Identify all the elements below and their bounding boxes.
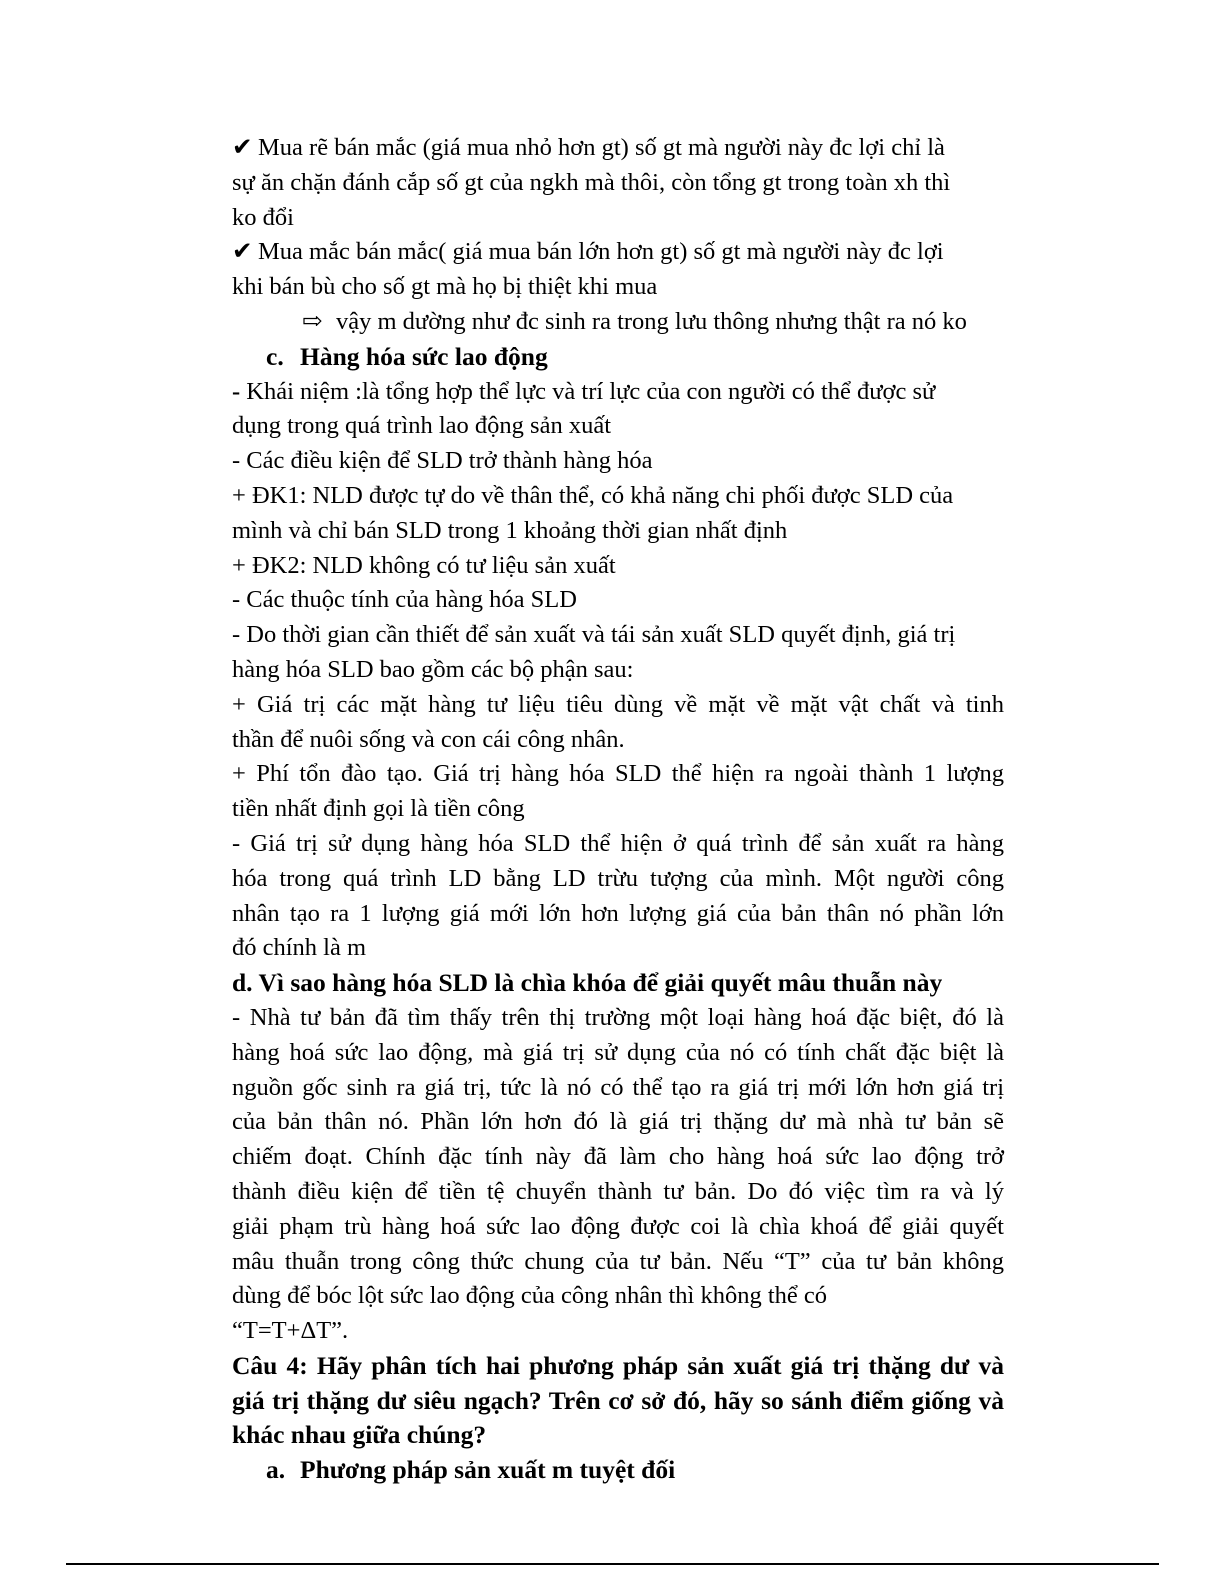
- question-heading: giá trị thặng dư siêu ngạch? Trên cơ sở đó, hãy so sánh điểm giống và: [232, 1385, 1004, 1415]
- conclusion-line: ⇨ vậy m dường như đc sinh ra trong lưu thông nhưng thật ra nó ko: [232, 305, 1004, 340]
- bullet-line: ✔ Mua mắc bán mắc( giá mua bán lớn hơn gt) số gt mà người này đc lợi: [232, 235, 1004, 270]
- text-line: - Giá trị sử dụng hàng hóa SLD thể hiện ở quá trình để sản xuất ra hàng: [232, 829, 1004, 857]
- text-line: dụng trong quá trình lao động sản xuất: [232, 412, 612, 440]
- text-line: + Giá trị các mặt hàng tư liệu tiêu dùng về mặt về mặt vật chất và tinh: [232, 690, 1004, 718]
- text-line: hóa trong quá trình LD bằng LD trừu tượng của mình. Một người công: [232, 864, 1004, 892]
- question-heading: Câu 4: Hãy phân tích hai phương pháp sản xuất giá trị thặng dư và: [232, 1350, 1004, 1380]
- text-line: nhân tạo ra 1 lượng giá mới lớn hơn lượng giá của bản thân nó phần lớn: [232, 899, 1004, 927]
- section-heading-c: c. Hàng hóa sức lao động: [266, 341, 548, 371]
- arrow-right-icon: ⇨: [302, 307, 323, 335]
- text-line: hàng hoá sức lao động, mà giá trị sử dụng của nó có tính chất đặc biệt là: [232, 1038, 1004, 1066]
- checkmark-icon: ✔: [232, 238, 253, 266]
- text-line: - Do thời gian cần thiết để sản xuất và tái sản xuất SLD quyết định, giá trị: [232, 621, 956, 649]
- checkmark-icon: ✔: [232, 134, 253, 161]
- text-line: - Các điều kiện để SLD trở thành hàng hóa: [232, 447, 653, 475]
- text-line: chiếm đoạt. Chính đặc tính này đã làm cho hàng hoá sức lao động trở: [232, 1143, 1004, 1171]
- text-line: hàng hóa SLD bao gồm các bộ phận sau:: [232, 655, 634, 683]
- text-line: tiền nhất định gọi là tiền công: [232, 795, 525, 823]
- text-line: + ĐK2: NLD không có tư liệu sản xuất: [232, 551, 616, 579]
- text-line: dùng để bóc lột sức lao động của công nhân thì không thể có: [232, 1282, 828, 1310]
- text-line: mâu thuẫn trong công thức chung của tư bản. Nếu “T” của tư bản không: [232, 1247, 1004, 1275]
- section-heading-a: a. Phương pháp sản xuất m tuyệt đối: [266, 1455, 676, 1485]
- text-line: + ĐK1: NLD được tự do về thân thể, có khả năng chi phối được SLD của: [232, 481, 954, 509]
- text-line: giải phạm trù hàng hoá sức lao động được coi là chìa khoá để giải quyết: [232, 1212, 1004, 1240]
- text-line: đó chính là m: [232, 934, 367, 962]
- text-line: sự ăn chặn đánh cắp số gt của ngkh mà thôi, còn tổng gt trong toàn xh thì: [232, 168, 951, 196]
- text-line: + Phí tổn đào tạo. Giá trị hàng hóa SLD thể hiện ra ngoài thành 1 lượng: [232, 760, 1004, 788]
- question-heading: khác nhau giữa chúng?: [232, 1420, 487, 1450]
- text-line: mình và chỉ bán SLD trong 1 khoảng thời gian nhất định: [232, 516, 788, 544]
- text-line: - Các thuộc tính của hàng hóa SLD: [232, 586, 577, 614]
- text-line: - Khái niệm :là tổng hợp thể lực và trí lực của con người có thể được sử: [232, 377, 936, 405]
- bullet-line: ✔ Mua rẽ bán mắc (giá mua nhỏ hơn gt) số gt mà người này đc lợi chỉ là: [232, 131, 1004, 166]
- text-line: ko đổi: [232, 203, 294, 231]
- formula-line: “T=T+ΔT”.: [232, 1317, 349, 1345]
- page-bottom-rule: [66, 1563, 1159, 1565]
- text-line: của bản thân nó. Phần lớn hơn đó là giá trị thặng dư mà nhà tư bản sẽ: [232, 1108, 1004, 1136]
- text-line: khi bán bù cho số gt mà họ bị thiệt khi mua: [232, 273, 658, 301]
- document-page: [232, 131, 1004, 1488]
- text-line: nguồn gốc sinh ra giá trị, tức là nó có thể tạo ra giá trị mới lớn hơn giá trị: [232, 1073, 1004, 1101]
- text-line: thần để nuôi sống và con cái công nhân.: [232, 725, 625, 753]
- text-line: - Nhà tư bản đã tìm thấy trên thị trường một loại hàng hoá đặc biệt, đó là: [232, 1003, 1004, 1031]
- section-heading-d: d. Vì sao hàng hóa SLD là chìa khóa để giải quyết mâu thuẫn này: [232, 968, 943, 998]
- text-line: thành điều kiện để tiền tệ chuyển thành tư bản. Do đó việc tìm ra và lý: [232, 1177, 1004, 1205]
